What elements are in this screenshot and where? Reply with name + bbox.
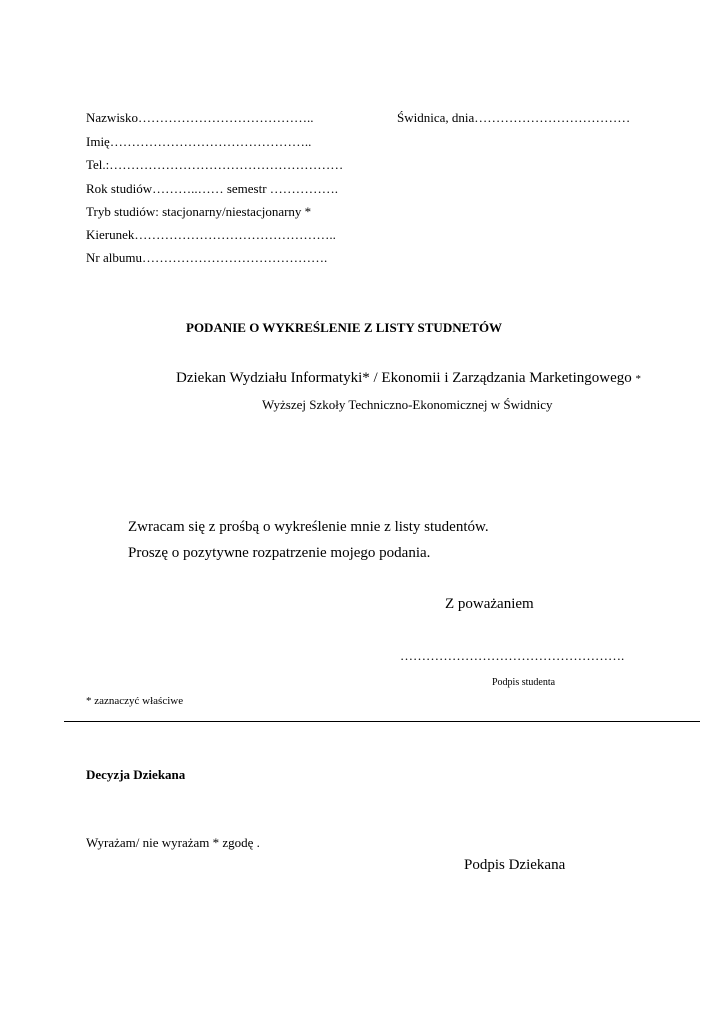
addressee-line-1 [176,370,641,387]
addressee-text: Dziekan Wydziału Informatyki* / Ekonomii i Zarządzania Marketingowego [176,370,632,386]
section-divider [64,721,700,722]
decision-heading: Decyzja Dziekana [86,767,186,782]
dean-signature-label: Podpis Dziekana [464,857,566,873]
place-date-field: Świdnica, dnia……………………………… [397,110,631,125]
album-number-field: Nr albumu……………………………………. [86,250,328,265]
document-title: PODANIE O WYKREŚLENIE Z LISTY STUDNETÓW [186,320,503,335]
surname-field: Nazwisko………………………………….. [86,110,314,125]
consent-line: Wyrażam/ nie wyrażam * zgodę . [86,835,260,850]
phone-field: Tel.:……………………………………………… [86,157,344,172]
study-mode-field: Tryb studiów: stacjonarny/niestacjonarny * [86,204,312,219]
student-signature-line: ……………………………………………. [400,648,625,663]
footnote: * zaznaczyć właściwe [86,695,184,707]
addressee-asterisk: * [635,373,641,385]
first-name-field: Imię……………………………………….. [86,134,312,149]
student-signature-label: Podpis studenta [492,677,556,688]
year-semester-field: Rok studiów………..…… semestr ……………. [86,181,339,196]
addressee-line-2: Wyższej Szkoły Techniczno-Ekonomicznej w Świdnicy [262,397,553,412]
request-line-2: Proszę o pozytywne rozpatrzenie mojego podania. [128,545,431,561]
request-line-1: Zwracam się z prośbą o wykreślenie mnie z listy studentów. [128,519,489,535]
field-of-study-field: Kierunek……………………………………….. [86,227,336,242]
closing-text: Z poważaniem [445,596,534,612]
